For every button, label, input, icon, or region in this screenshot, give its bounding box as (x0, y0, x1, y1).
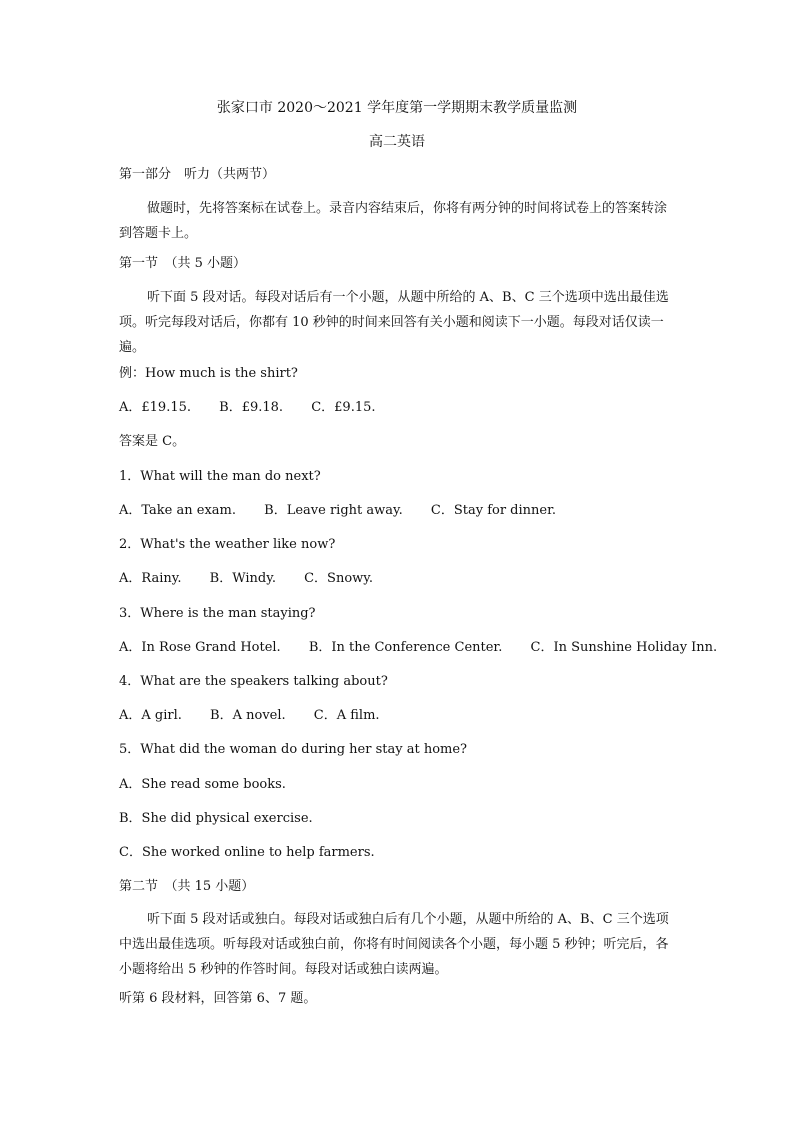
question-1-options (119, 502, 580, 520)
section2-note: 听第 6 段材料，回答第 6、7 题。 (119, 991, 317, 1006)
example-options (119, 399, 400, 417)
example-option-c: C．£9.15. (311, 400, 376, 415)
question-2-option-a: A．Rainy. (119, 571, 182, 586)
question-1-option-c: C．Stay for dinner. (430, 503, 557, 518)
question-4-stem: 4．What are the speakers talking about? (119, 674, 388, 689)
question-3-option-b: B．In the Conference Center. (308, 640, 503, 655)
section1-instructions: 听下面 5 段对话。每段对话后有一个小题，从题中所给的 A、B、C 三个选项中选出最佳选项。听完每段对话后，你都有 10 秒钟的时间来回答有关小题和阅读下一小题。每段对话仅读一遍。 (119, 290, 669, 355)
question-5-stem: 5．What did the woman do during her stay at home? (119, 742, 468, 757)
question-3-option-a: A．In Rose Grand Hotel. (119, 640, 281, 655)
part1-instructions: 做题时，先将答案标在试卷上。录音内容结束后，你将有两分钟的时间将试卷上的答案转涂到答题卡上。 (119, 201, 668, 241)
section2-heading: 第二节 （共 15 小题） (119, 879, 255, 894)
question-2-option-c: C．Snowy. (304, 571, 374, 586)
question-5-option-b: B．She did physical exercise. (119, 811, 313, 826)
question-1-option-a: A．Take an exam. (119, 503, 236, 518)
exam-subject: 高二英语 (369, 134, 425, 150)
part1-heading: 第一部分 听力（共两节） (119, 167, 276, 182)
question-2-options (119, 570, 397, 588)
section1-heading: 第一节 （共 5 小题） (119, 256, 247, 271)
example-answer: 答案是 C。 (119, 434, 186, 449)
question-4-option-c: C．A film. (313, 708, 380, 723)
question-3-options (119, 639, 741, 657)
question-2-stem: 2．What's the weather like now? (119, 537, 336, 552)
question-5-option-a: A．She read some books. (119, 777, 286, 792)
example-question: 例：How much is the shirt? (119, 366, 298, 381)
question-2-option-b: B．Windy. (209, 571, 276, 586)
example-option-a: A．£19.15. (119, 400, 192, 415)
example-option-b: B．£9.18. (219, 400, 284, 415)
question-1-option-b: B．Leave right away. (264, 503, 403, 518)
question-4-options (119, 707, 404, 725)
question-3-stem: 3．Where is the man staying? (119, 606, 316, 621)
exam-title: 张家口市 2020～2021 学年度第一学期期末教学质量监测 (216, 100, 578, 116)
question-1-stem: 1．What will the man do next? (119, 469, 321, 484)
question-4-option-b: B．A novel. (210, 708, 286, 723)
question-4-option-a: A．A girl. (119, 708, 182, 723)
section2-instructions: 听下面 5 段对话或独白。每段对话或独白后有几个小题，从题中所给的 A、B、C 三个选项中选出最佳选项。听每段对话或独白前，你将有时间阅读各个小题，每小题 5 秒钟；听完后，各小题将给出 5 秒钟的作答时间。每段对话或独白读两遍。 (119, 912, 669, 977)
question-5-option-c: C．She worked online to help farmers. (119, 845, 375, 860)
question-3-option-c: C．In Sunshine Holiday Inn. (530, 640, 718, 655)
